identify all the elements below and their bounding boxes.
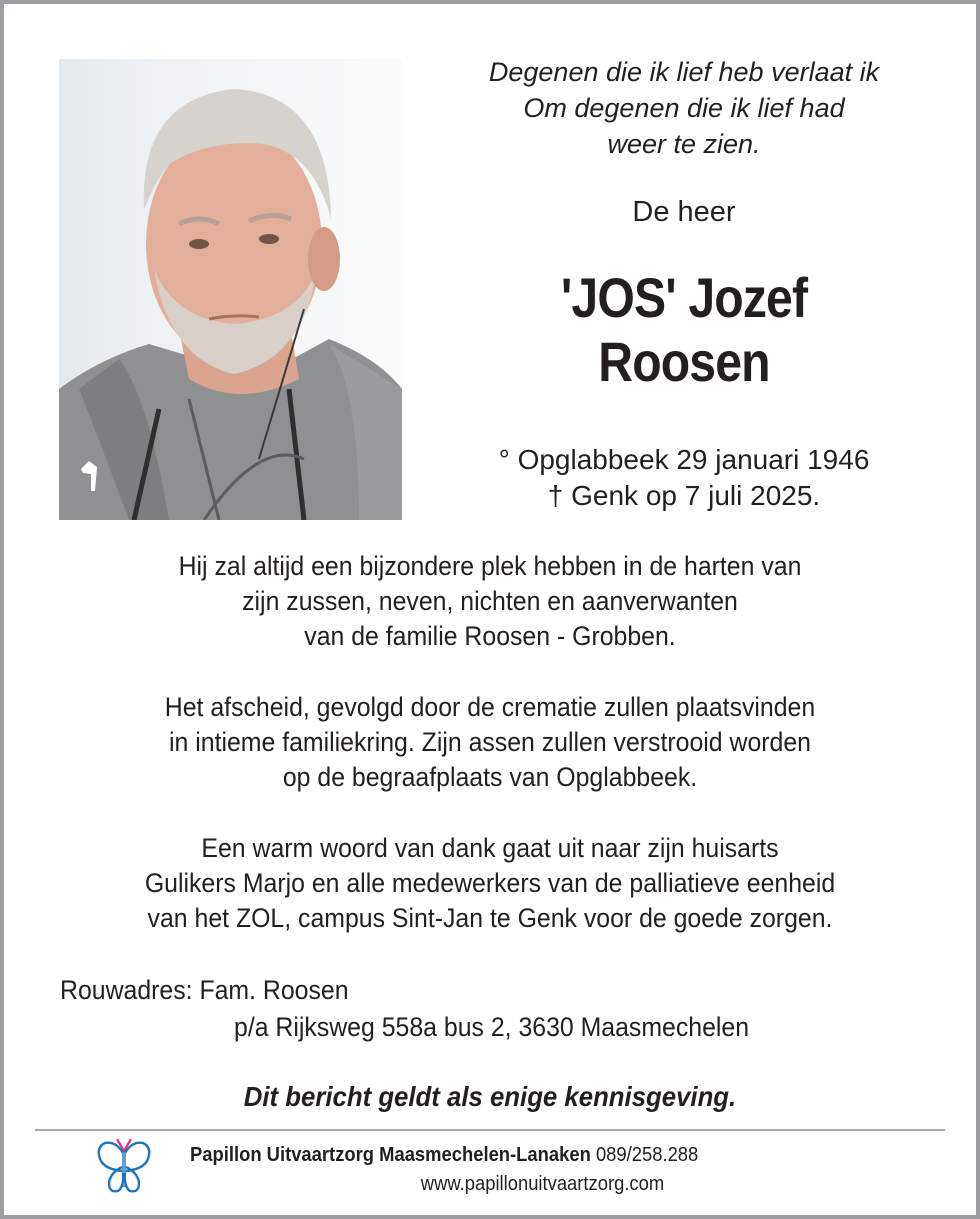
paragraph-line: op de begraafplaats van Opglabbeek. — [282, 762, 698, 792]
paragraph-line: van de familie Roosen - Grobben. — [304, 621, 676, 651]
life-dates — [424, 442, 944, 514]
family-paragraph — [61, 549, 918, 654]
funeral-home-phone[interactable]: 089/258.288 — [595, 1144, 699, 1166]
deceased-name — [460, 266, 907, 394]
death-date: † Genk op 7 juli 2025. — [547, 480, 821, 511]
thanks-paragraph — [61, 831, 918, 936]
name-line-2: Roosen — [598, 330, 770, 393]
paragraph-line: Hij zal altijd een bijzondere plek hebben in de harten van — [178, 551, 802, 581]
funeral-home-name: Papillon Uitvaartzorg Maasmechelen-Lanaken — [190, 1144, 591, 1166]
name-line-1: 'JOS' Jozef — [560, 266, 808, 329]
poem-quote — [424, 54, 944, 162]
butterfly-icon — [96, 1137, 152, 1195]
paragraph-line: zijn zussen, neven, nichten en aanverwanten — [242, 586, 738, 616]
mourning-address-line-2: p/a Rijksweg 558a bus 2, 3630 Maasmechelen — [234, 1012, 750, 1042]
birth-date: ° Opglabbeek 29 januari 1946 — [498, 444, 870, 475]
footer-divider — [35, 1129, 945, 1131]
salutation: De heer — [632, 196, 736, 228]
funeral-home-info — [190, 1142, 698, 1168]
poem-line: Om degenen die ik lief had — [523, 93, 845, 123]
poem-line: weer te zien. — [607, 129, 761, 159]
ceremony-paragraph — [61, 690, 918, 795]
paragraph-line: van het ZOL, campus Sint-Jan te Genk voor de goede zorgen. — [147, 903, 833, 933]
paragraph-line: Gulikers Marjo en alle medewerkers van de palliatieve eenheid — [144, 868, 836, 898]
notice-statement: Dit bericht geldt als enige kennisgeving. — [243, 1081, 737, 1112]
paragraph-line: in intieme familiekring. Zijn assen zullen verstrooid worden — [169, 727, 811, 757]
mourning-address-line-1: Rouwadres: Fam. Roosen — [60, 975, 349, 1005]
paragraph-line: Een warm woord van dank gaat uit naar zijn huisarts — [201, 833, 779, 863]
paragraph-line: Het afscheid, gevolgd door de crematie zullen plaatsvinden — [164, 692, 816, 722]
portrait-photo — [59, 59, 402, 520]
funeral-home-website[interactable]: www.papillonuitvaartzorg.com — [420, 1173, 665, 1195]
portrait-illustration — [59, 59, 402, 520]
obituary-card — [4, 4, 976, 1215]
poem-line: Degenen die ik lief heb verlaat ik — [488, 57, 880, 87]
